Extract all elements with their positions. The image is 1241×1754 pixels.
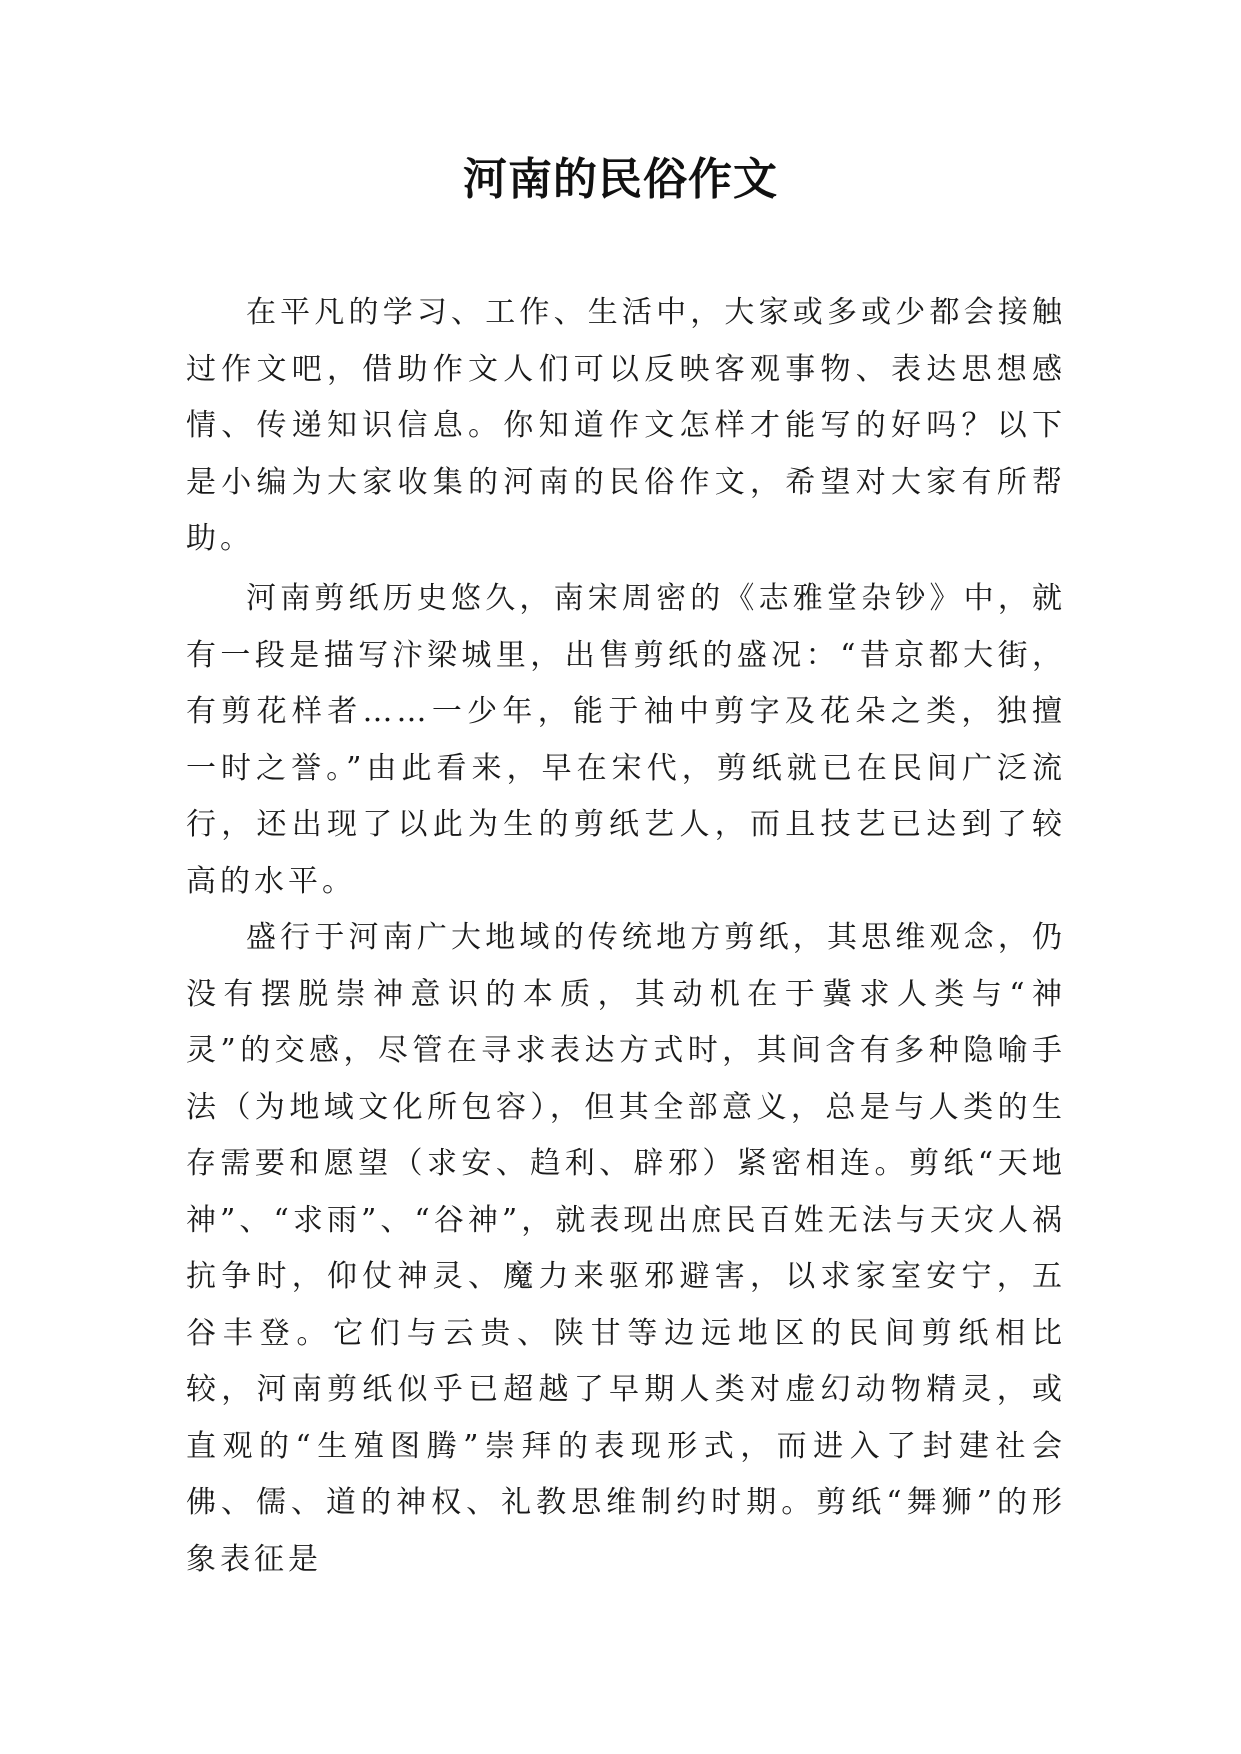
body-paragraph-2: 盛行于河南广大地域的传统地方剪纸，其思维观念，仍没有摆脱崇神意识的本质，其动机在于冀求人类与“神灵”的交感，尽管在寻求表达方式时，其间含有多种隐喻手法（为地域文化所包容），但其全部意义，总是与人类的生存需要和愿望（求安、趋利、辟邪）紧密相连。剪纸“天地神”、“求雨”、“谷神”，就表现出庶民百姓无法与天灾人祸抗争时，仰仗神灵、魔力来驱邪避害，以求家室安宁，五谷丰登。它们与云贵、陕甘等边远地区的民间剪纸相比较，河南剪纸似乎已超越了早期人类对虚幻动物精灵，或直观的“生殖图腾”崇拜的表现形式，而进入了封建社会佛、儒、道的神权、礼教思维制约时期。剪纸“舞狮”的形象表征是 — [186, 920, 1066, 1577]
main-section — [186, 571, 1066, 1588]
intro-paragraph: 在平凡的学习、工作、生活中，大家或多或少都会接触过作文吧，借助作文人们可以反映客观事物、表达思想感情、传递知识信息。你知道作文怎样才能写的好吗？以下是小编为大家收集的河南的民俗作文，希望对大家有所帮助。 — [186, 295, 1066, 556]
body-paragraph-1: 河南剪纸历史悠久，南宋周密的《志雅堂杂钞》中，就有一段是描写汴梁城里，出售剪纸的盛况：“昔京都大街，有剪花样者……一少年，能于袖中剪字及花朵之类，独擅一时之誉。”由此看来，早在宋代，剪纸就已在民间广泛流行，还出现了以此为生的剪纸艺人，而且技艺已达到了较高的水平。 — [186, 581, 1066, 899]
document-title: 河南的民俗作文 — [463, 154, 778, 205]
intro-section — [186, 285, 1066, 568]
